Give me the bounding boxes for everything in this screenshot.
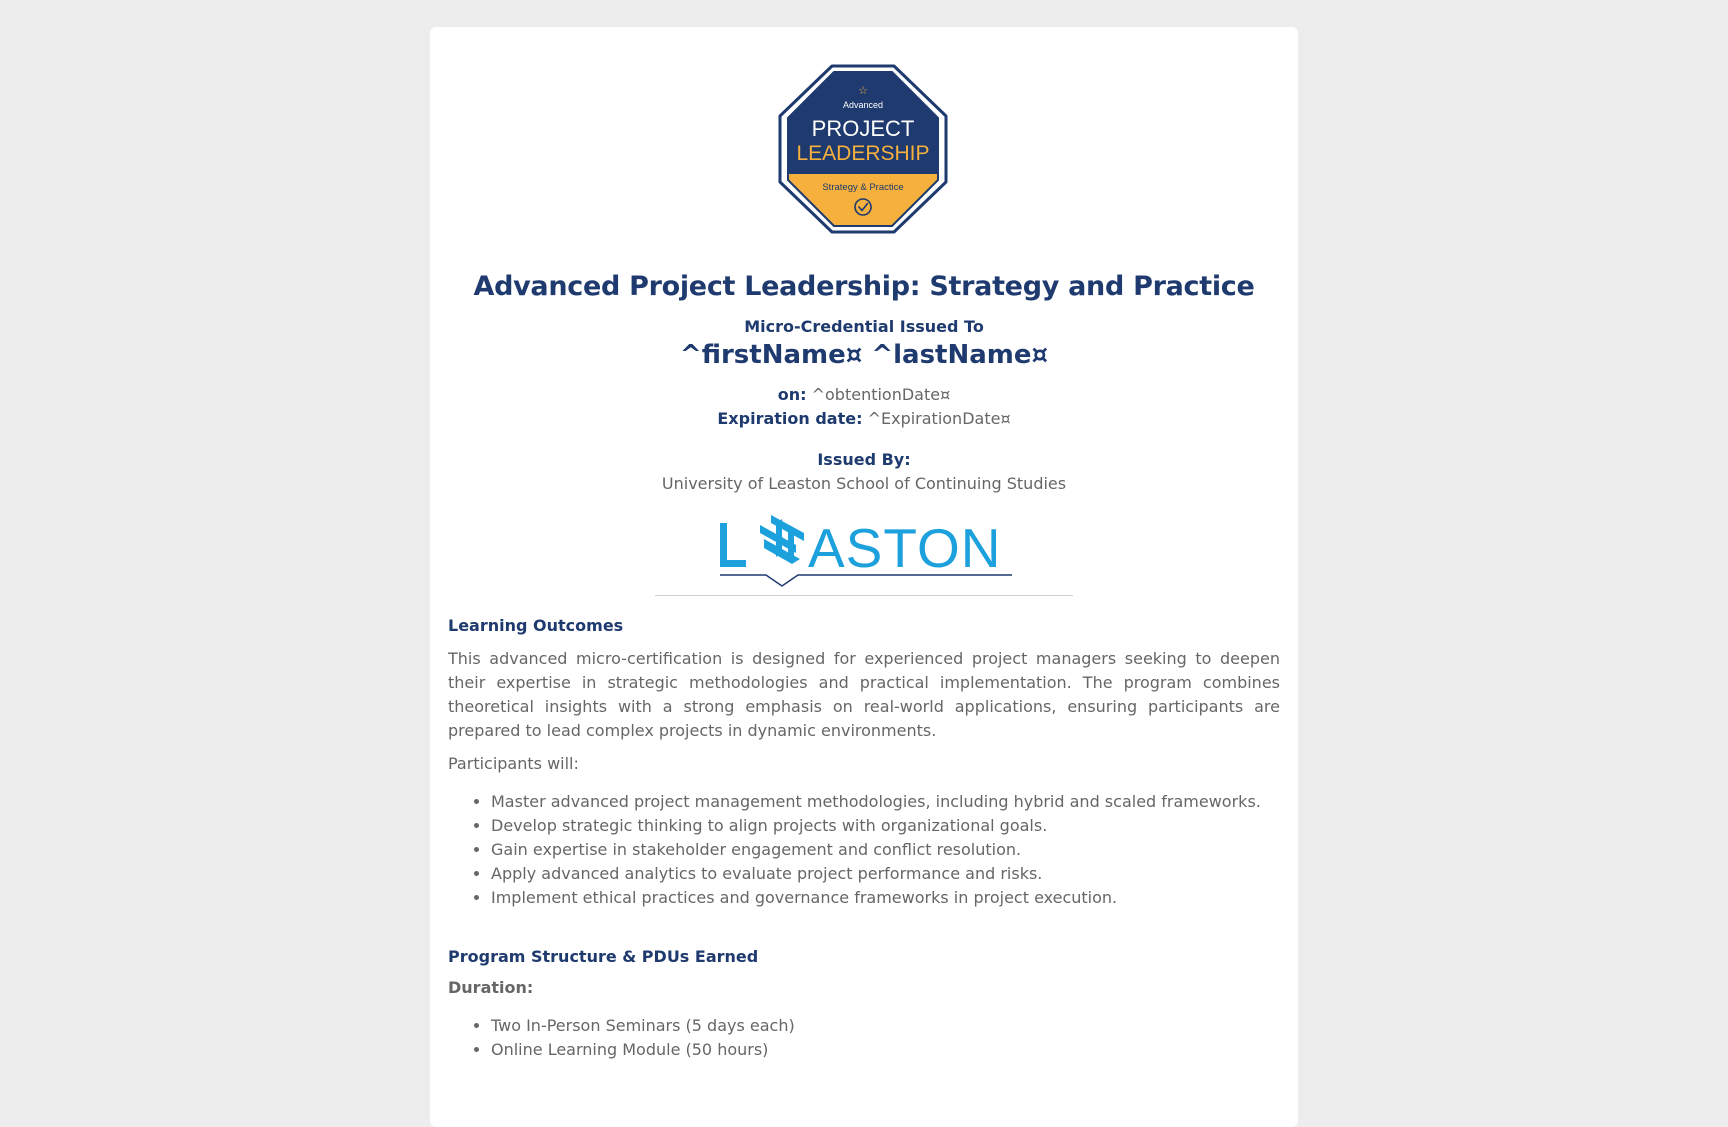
list-item: • Implement ethical practices and governance frameworks in project execution. xyxy=(491,886,1280,910)
badge-bottom-text: Strategy & Practice xyxy=(822,182,904,193)
outcomes-list xyxy=(448,790,1280,910)
participants-intro: Participants will: xyxy=(448,754,579,773)
svg-text:ASTON: ASTON xyxy=(808,517,1002,579)
section-divider xyxy=(655,595,1073,596)
list-item: • Apply advanced analytics to evaluate project performance and risks. xyxy=(491,862,1280,886)
expiration-date-line xyxy=(430,409,1298,428)
duration-list xyxy=(448,1014,1280,1062)
obtention-date-value: ^obtentionDate¤ xyxy=(811,385,951,404)
learning-outcomes-paragraph: This advanced micro-certification is designed for experienced project managers seeking to deepen their expertise in strategic methodologies and practical implementation. The program combines theoretical insights with a strong emphasis on real-world applications, ensuring participants are prepared to lead complex projects in dynamic environments. xyxy=(448,649,1280,740)
learning-outcomes-heading: Learning Outcomes xyxy=(448,616,624,635)
badge-line2: LEADERSHIP xyxy=(796,142,930,165)
issuer-name: University of Leaston School of Continuing Studies xyxy=(661,474,1067,493)
badge-line1: PROJECT xyxy=(811,116,915,141)
recipient-name: ^firstName¤ ^lastName¤ xyxy=(679,340,1049,370)
list-item: • Gain expertise in stakeholder engagement and conflict resolution. xyxy=(491,838,1280,862)
badge-top-text: Advanced xyxy=(842,100,884,110)
obtention-date-line xyxy=(430,385,1298,404)
program-structure-heading: Program Structure & PDUs Earned xyxy=(448,947,759,966)
credential-title: Advanced Project Leadership: Strategy and Practice xyxy=(473,271,1255,302)
on-label: on: xyxy=(777,385,807,404)
duration-label: Duration: xyxy=(448,978,534,997)
list-item: • Two In-Person Seminars (5 days each) xyxy=(491,1014,1280,1038)
expiration-label: Expiration date: xyxy=(717,409,863,428)
leaston-logo xyxy=(716,503,1016,603)
credential-card xyxy=(430,27,1298,1127)
star-icon: ☆ xyxy=(858,84,868,97)
expiration-date-value: ^ExpirationDate¤ xyxy=(867,409,1011,428)
issued-by-label: Issued By: xyxy=(817,450,911,469)
list-item: • Online Learning Module (50 hours) xyxy=(491,1038,1280,1062)
list-item: • Master advanced project management methodologies, including hybrid and scaled frameworks. xyxy=(491,790,1280,814)
learning-outcomes-section xyxy=(448,616,1280,910)
project-leadership-badge xyxy=(778,64,948,234)
issued-to-label: Micro-Credential Issued To xyxy=(744,317,984,336)
list-item: • Develop strategic thinking to align projects with organizational goals. xyxy=(491,814,1280,838)
program-structure-section xyxy=(448,947,1280,1062)
